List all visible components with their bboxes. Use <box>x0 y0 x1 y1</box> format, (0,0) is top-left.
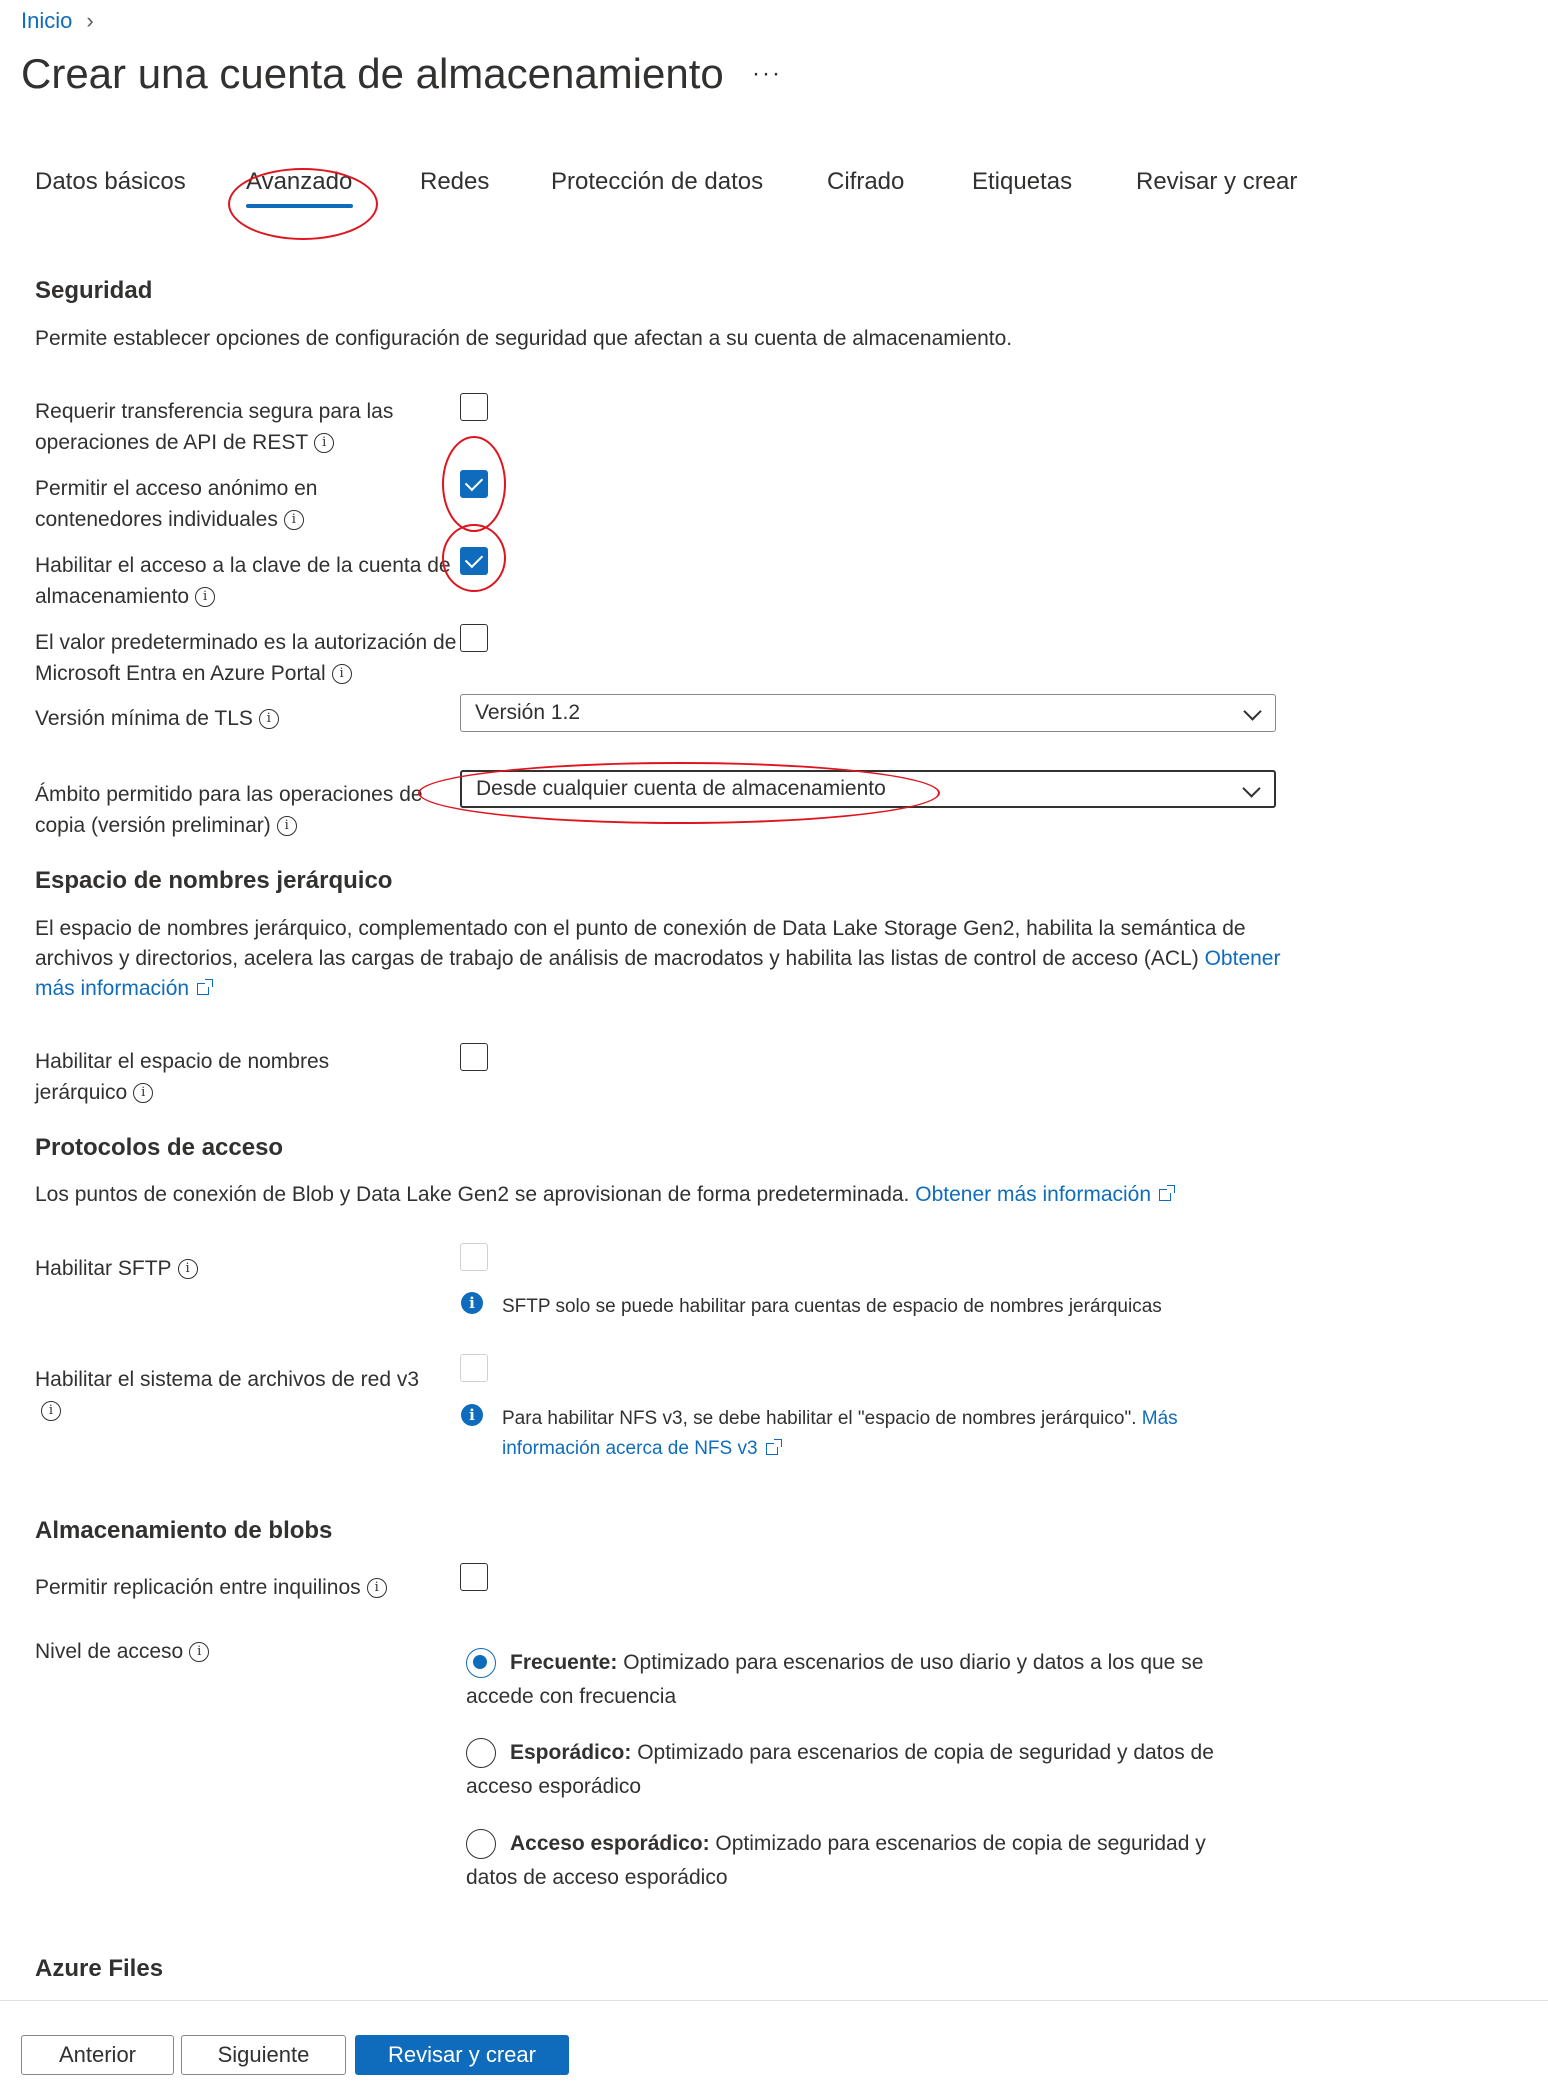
tls-selected-value: Versión 1.2 <box>475 701 581 724</box>
entra-default-label <box>35 627 465 689</box>
anonymous-access-label <box>35 473 365 535</box>
access-tier-cool-desc: Optimizado para escenarios de copia de seguridad y datos de acceso esporádico <box>466 1741 1214 1798</box>
info-icon[interactable]: i <box>133 1083 153 1103</box>
info-icon[interactable]: i <box>259 709 279 729</box>
chevron-down-icon <box>1242 779 1260 797</box>
info-icon[interactable]: i <box>195 587 215 607</box>
more-options-icon[interactable]: ··· <box>752 60 782 87</box>
info-icon[interactable]: i <box>277 816 297 836</box>
info-icon[interactable]: i <box>367 1578 387 1598</box>
tls-text: Versión mínima de TLS <box>35 707 253 730</box>
next-button[interactable]: Siguiente <box>181 2035 346 2075</box>
nfs-learn-more-text: Más información acerca de NFS v3 <box>502 1408 1178 1459</box>
chevron-right-icon: › <box>86 8 94 33</box>
sftp-note: SFTP solo se puede habilitar para cuentas de espacio de nombres jerárquicas <box>502 1296 1162 1317</box>
entra-default-checkbox[interactable] <box>460 624 488 652</box>
tab-basics[interactable]: Datos básicos <box>35 168 186 195</box>
blob-heading: Almacenamiento de blobs <box>35 1517 333 1544</box>
hns-description <box>35 914 1285 1004</box>
key-access-label <box>35 550 455 612</box>
secure-transfer-text: Requerir transferencia segura para las operaciones de API de REST <box>35 400 394 454</box>
review-create-button[interactable]: Revisar y crear <box>355 2035 569 2075</box>
tab-data-protection[interactable]: Protección de datos <box>551 168 764 195</box>
entra-default-text: El valor predeterminado es la autorización de Microsoft Entra en Azure Portal <box>35 631 457 685</box>
copy-scope-selected-value: Desde cualquier cuenta de almacenamiento <box>476 777 886 800</box>
access-tier-text: Nivel de acceso <box>35 1640 184 1663</box>
secure-transfer-label <box>35 396 455 458</box>
sftp-text: Habilitar SFTP <box>35 1257 172 1280</box>
access-tier-cool-option[interactable] <box>466 1736 1256 1804</box>
info-icon[interactable]: i <box>314 433 334 453</box>
external-link-icon <box>197 983 209 995</box>
nfs-note <box>502 1404 1262 1464</box>
nfs-text: Habilitar el sistema de archivos de red v3 <box>35 1368 420 1391</box>
copy-scope-text: Ámbito permitido para las operaciones de copia (versión preliminar) <box>35 783 423 837</box>
hns-description-text: El espacio de nombres jerárquico, complementado con el punto de conexión de Data Lake Storage Gen2, habilita la semántica de archivos y directorios, acelera las cargas de trabajo de análisis de macrodatos y habilita las listas de control de acceso (ACL) <box>35 917 1246 970</box>
info-icon[interactable]: i <box>284 510 304 530</box>
nfs-label <box>35 1364 435 1426</box>
access-tier-cool-title: Esporádico: <box>510 1741 632 1764</box>
hns-heading: Espacio de nombres jerárquico <box>35 867 393 894</box>
nfs-note-text: Para habilitar NFS v3, se debe habilitar el "espacio de nombres jerárquico". <box>502 1408 1137 1429</box>
protocols-description <box>35 1180 1335 1210</box>
cross-tenant-checkbox[interactable] <box>460 1563 488 1591</box>
active-tab-indicator <box>246 204 353 208</box>
info-filled-icon: i <box>461 1292 483 1314</box>
protocols-learn-more-text: Obtener más información <box>915 1183 1152 1206</box>
external-link-icon <box>766 1443 778 1455</box>
info-icon[interactable]: i <box>332 664 352 684</box>
breadcrumb-home-link[interactable]: Inicio <box>21 8 73 33</box>
chevron-down-icon <box>1243 702 1261 720</box>
files-heading: Azure Files <box>35 1955 164 1982</box>
security-heading: Seguridad <box>35 277 153 304</box>
protocols-learn-more-link[interactable] <box>915 1183 1171 1206</box>
sftp-label <box>35 1253 455 1284</box>
hns-enable-text: Habilitar el espacio de nombres jerárquico <box>35 1050 330 1104</box>
protocols-description-text: Los puntos de conexión de Blob y Data Lake Gen2 se aprovisionan de forma predeterminada. <box>35 1183 910 1206</box>
security-description: Permite establecer opciones de configuración de seguridad que afectan a su cuenta de almacenamiento. <box>35 327 1013 350</box>
access-tier-cold-desc: Optimizado para escenarios de copia de seguridad y datos de acceso esporádico <box>466 1832 1206 1889</box>
cross-tenant-label <box>35 1572 465 1603</box>
nfs-checkbox <box>460 1354 488 1382</box>
info-filled-icon: i <box>461 1404 483 1426</box>
copy-scope-select[interactable] <box>460 770 1276 808</box>
access-tier-cold-title: Acceso esporádico: <box>510 1832 710 1855</box>
tls-label <box>35 703 455 734</box>
tab-encryption[interactable]: Cifrado <box>827 168 905 195</box>
info-icon[interactable]: i <box>178 1259 198 1279</box>
anonymous-access-text: Permitir el acceso anónimo en contenedores individuales <box>35 477 318 531</box>
page-title: Crear una cuenta de almacenamiento <box>21 50 724 97</box>
tab-review-create[interactable]: Revisar y crear <box>1136 168 1298 195</box>
tab-advanced[interactable]: Avanzado <box>246 168 353 195</box>
sftp-checkbox <box>460 1243 488 1271</box>
key-access-text: Habilitar el acceso a la clave de la cuenta de almacenamiento <box>35 554 451 608</box>
cross-tenant-text: Permitir replicación entre inquilinos <box>35 1576 361 1599</box>
footer-divider <box>0 2000 1548 2001</box>
hns-enable-label <box>35 1046 365 1108</box>
access-tier-label <box>35 1636 455 1667</box>
access-tier-cold-option[interactable] <box>466 1827 1256 1895</box>
tab-networking[interactable]: Redes <box>420 168 490 195</box>
copy-scope-label <box>35 779 455 841</box>
anonymous-access-checkbox[interactable] <box>460 470 488 498</box>
access-tier-hot-option[interactable] <box>466 1646 1256 1714</box>
breadcrumb <box>21 8 94 34</box>
external-link-icon <box>1159 1189 1171 1201</box>
protocols-heading: Protocolos de acceso <box>35 1134 284 1161</box>
secure-transfer-checkbox[interactable] <box>460 393 488 421</box>
key-access-checkbox[interactable] <box>460 547 488 575</box>
access-tier-hot-title: Frecuente: <box>510 1651 618 1674</box>
info-icon[interactable]: i <box>41 1401 61 1421</box>
tls-version-select[interactable] <box>460 694 1276 732</box>
hns-learn-more-text: Obtener más información <box>35 947 1281 1000</box>
hns-enable-checkbox[interactable] <box>460 1043 488 1071</box>
access-tier-hot-desc: Optimizado para escenarios de uso diario y datos a los que se accede con frecuencia <box>466 1651 1204 1708</box>
info-icon[interactable]: i <box>189 1642 209 1662</box>
previous-button[interactable]: Anterior <box>21 2035 174 2075</box>
tab-tags[interactable]: Etiquetas <box>972 168 1073 195</box>
